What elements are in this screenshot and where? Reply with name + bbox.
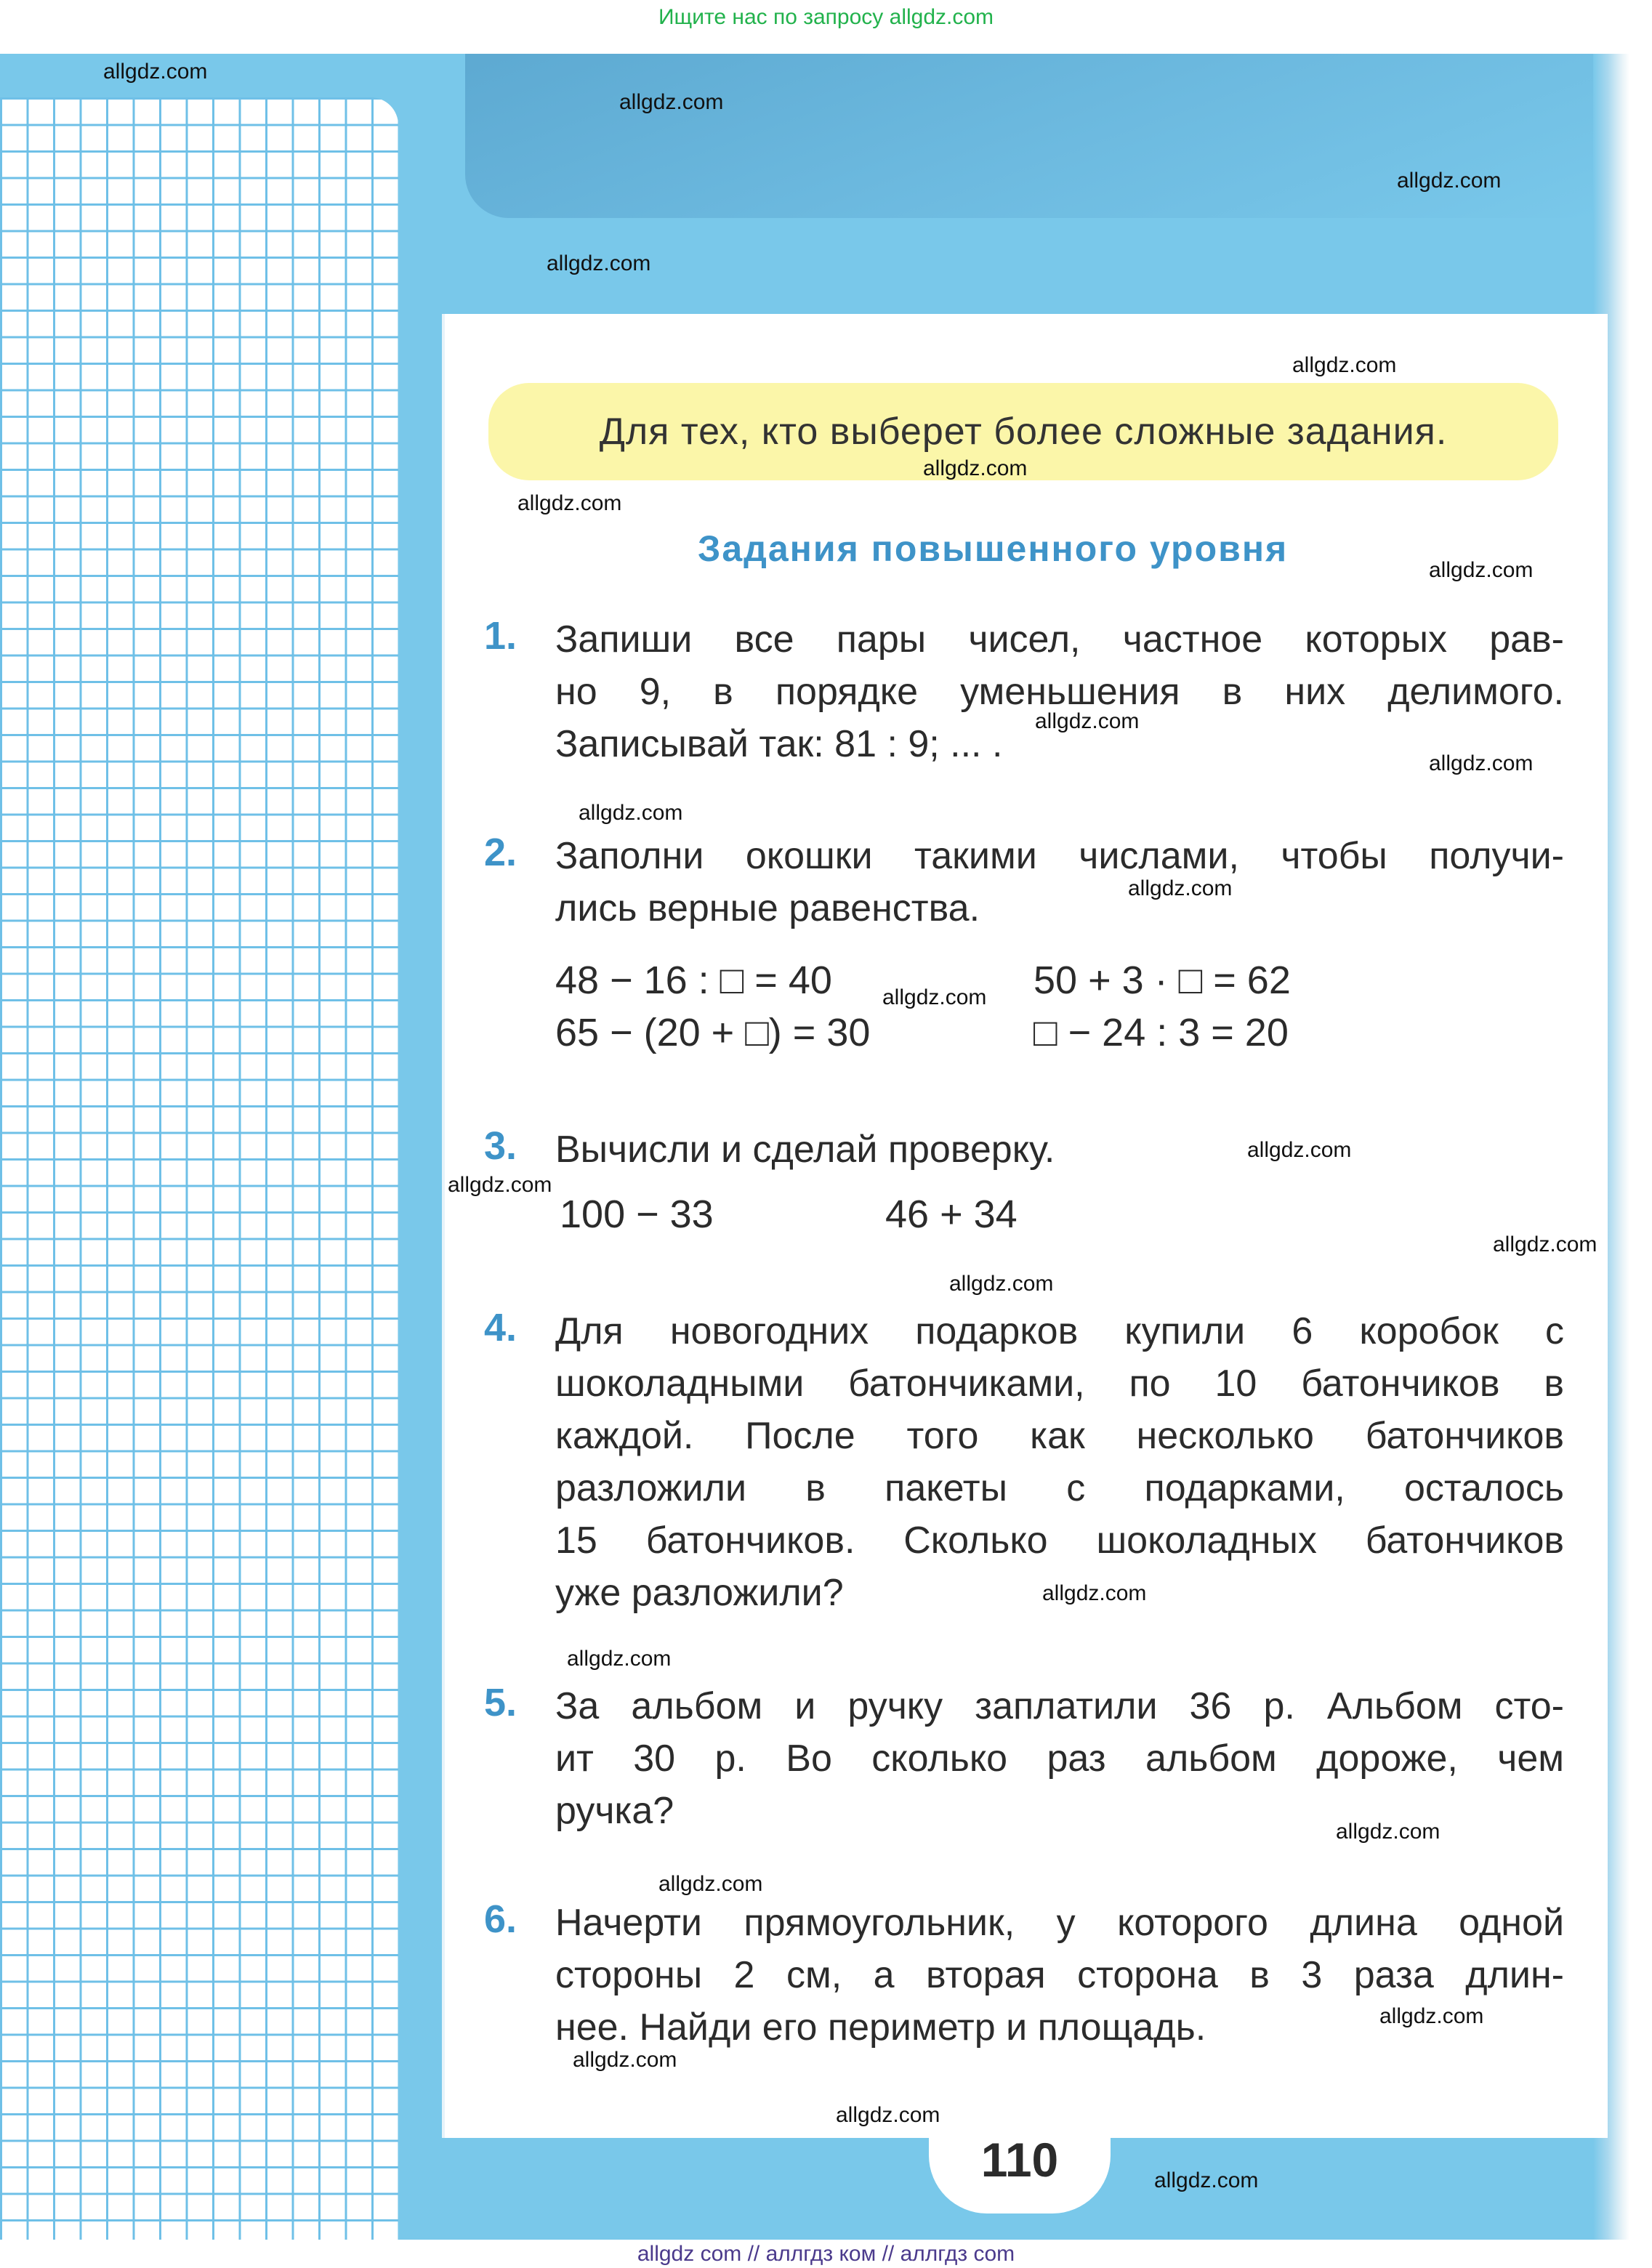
task-line: Для новогодних подарков купили 6 коробок с — [555, 1310, 1564, 1352]
task-line: Записывай так: 81 : 9; ... . — [555, 723, 1003, 765]
task-line: нее. Найди его периметр и площадь. — [555, 2006, 1206, 2049]
watermark: allgdz.com — [882, 985, 987, 1009]
header-decoration — [465, 54, 1599, 218]
section-title: Задания повышенного уровня — [698, 528, 1289, 569]
task-line: уже разложили? — [555, 1572, 844, 1614]
watermark: allgdz.com — [1128, 876, 1233, 900]
watermark: allgdz.com — [1397, 169, 1502, 193]
watermark: allgdz.com — [1379, 2004, 1484, 2028]
watermark: allgdz.com — [573, 2048, 677, 2072]
watermark: allgdz.com — [1042, 1581, 1147, 1605]
task-line: За альбом и ручку заплатили 36 р. Альбом сто- — [555, 1685, 1564, 1727]
note-text: Для тех, кто выберет более сложные задания. — [599, 411, 1448, 453]
watermark: allgdz.com — [1429, 558, 1534, 582]
watermark: allgdz.com — [836, 2103, 940, 2127]
expression: 100 − 33 — [560, 1192, 714, 1236]
task-line: каждой. После того как несколько батончиков — [555, 1415, 1564, 1457]
equation: 48 − 16 : □ = 40 — [555, 959, 832, 1002]
top-banner[interactable]: Ищите нас по запросу allgdz.com — [658, 5, 994, 29]
equation: □ − 24 : 3 = 20 — [1033, 1011, 1289, 1054]
watermark: allgdz.com — [658, 1872, 763, 1896]
task-line: но 9, в порядке уменьшения в них делимого. — [555, 671, 1564, 713]
watermark: allgdz.com — [1035, 709, 1140, 733]
bottom-banner[interactable]: allgdz com // аллгдз ком // аллгдз com — [637, 2242, 1015, 2266]
task-number: 3. — [484, 1124, 517, 1168]
task-number: 5. — [484, 1681, 517, 1724]
task-number: 6. — [484, 1897, 517, 1941]
expression: 46 + 34 — [885, 1192, 1018, 1236]
task-line: Запиши все пары чисел, частное которых рав- — [555, 618, 1564, 661]
graph-paper-panel — [0, 97, 398, 2240]
task-line: лись верные равенства. — [555, 887, 980, 929]
watermark: allgdz.com — [103, 60, 208, 84]
watermark: allgdz.com — [567, 1647, 672, 1671]
watermark: allgdz.com — [923, 456, 1028, 480]
page-number-tab — [929, 2126, 1111, 2213]
watermark: allgdz.com — [1493, 1232, 1597, 1256]
watermark: allgdz.com — [949, 1272, 1054, 1296]
watermark: allgdz.com — [619, 90, 724, 114]
task-line: стороны 2 см, а вторая сторона в 3 раза длин- — [555, 1954, 1564, 1996]
page-number: 110 — [980, 2133, 1059, 2187]
watermark: allgdz.com — [1336, 1820, 1441, 1844]
task-line: ит 30 р. Во сколько раз альбом дороже, чем — [555, 1738, 1564, 1780]
task-number: 4. — [484, 1306, 517, 1349]
watermark: allgdz.com — [448, 1173, 552, 1197]
task-line: Вычисли и сделай проверку. — [555, 1129, 1055, 1171]
watermark: allgdz.com — [547, 251, 651, 275]
watermark: allgdz.com — [1247, 1138, 1352, 1162]
task-line: Заполни окошки такими числами, чтобы получи- — [555, 835, 1564, 877]
watermark: allgdz.com — [579, 801, 683, 825]
task-number: 1. — [484, 614, 517, 658]
watermark: allgdz.com — [1154, 2168, 1259, 2192]
task-number: 2. — [484, 831, 517, 874]
equation: 65 − (20 + □) = 30 — [555, 1011, 871, 1054]
task-line: 15 батончиков. Сколько шоколадных батончиков — [555, 1520, 1564, 1562]
task-line: шоколадными батончиками, по 10 батончиков в — [555, 1363, 1564, 1405]
task-line: ручка? — [555, 1790, 674, 1832]
task-line: Начерти прямоугольник, у которого длина одной — [555, 1902, 1564, 1944]
watermark: allgdz.com — [1292, 353, 1397, 377]
watermark: allgdz.com — [1429, 751, 1534, 775]
task-line: разложили в пакеты с подарками, осталось — [555, 1467, 1564, 1509]
equation: 50 + 3 · □ = 62 — [1033, 959, 1291, 1002]
watermark: allgdz.com — [517, 491, 622, 515]
